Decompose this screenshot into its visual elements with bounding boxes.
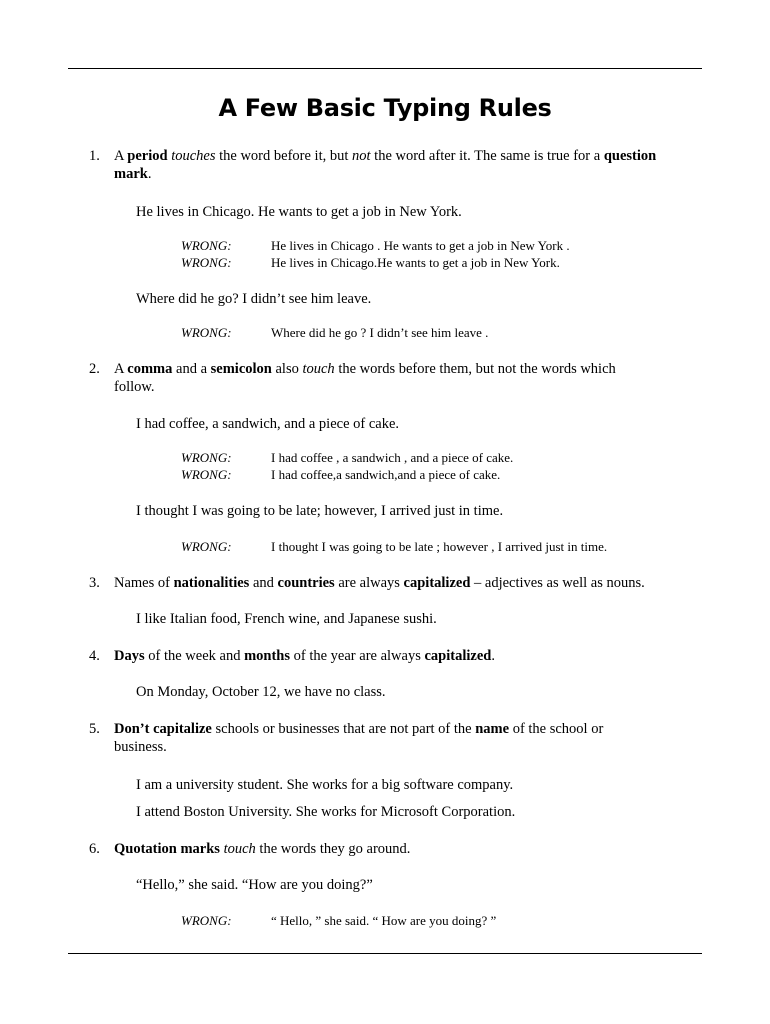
- rule-text: Don’t capitalize schools or businesses that are not part of the name of the school or business.: [114, 721, 604, 755]
- rule-number: 1.: [89, 148, 100, 164]
- rule-text: Names of nationalities and countries are always capitalized – adjectives as well as nouns.: [114, 575, 645, 591]
- rule-2: [89, 360, 649, 396]
- rule-number: 6.: [89, 841, 100, 857]
- correct-example: I had coffee, a sandwich, and a piece of cake.: [136, 416, 400, 432]
- wrong-example: WRONG: I had coffee,a sandwich,and a piece of cake.: [181, 467, 501, 482]
- rule-1: [89, 147, 689, 183]
- correct-example: On Monday, October 12, we have no class.: [136, 684, 386, 700]
- wrong-example: WRONG: I had coffee , a sandwich , and a piece of cake.: [181, 450, 514, 465]
- rule-number: 2.: [89, 361, 100, 377]
- rule-text: A period touches the word before it, but not the word after it. The same is true for a question mark.: [114, 148, 657, 182]
- rule-text: Days of the week and months of the year are always capitalized.: [114, 648, 495, 664]
- correct-example: I am a university student. She works for a big software company.: [136, 777, 514, 793]
- wrong-example: WRONG: I thought I was going to be late ; however , I arrived just in time.: [181, 539, 608, 554]
- wrong-example: WRONG: Where did he go ? I didn’t see him leave .: [181, 325, 489, 340]
- rule-number: 5.: [89, 721, 100, 737]
- rule-3: [89, 574, 689, 592]
- wrong-example: WRONG: He lives in Chicago . He wants to get a job in New York .: [181, 238, 570, 253]
- bottom-divider: [68, 953, 702, 954]
- rule-5: [89, 720, 649, 756]
- rule-number: 3.: [89, 575, 100, 591]
- rule-6: [89, 840, 689, 858]
- rule-text: Quotation marks touch the words they go around.: [114, 841, 411, 857]
- correct-example: “Hello,” she said. “How are you doing?”: [136, 877, 373, 893]
- top-divider: [68, 68, 702, 69]
- correct-example: I like Italian food, French wine, and Japanese sushi.: [136, 611, 437, 627]
- rule-number: 4.: [89, 648, 100, 664]
- wrong-example: WRONG: “ Hello, ” she said. “ How are you doing? ”: [181, 913, 497, 928]
- correct-example: Where did he go? I didn’t see him leave.: [136, 291, 372, 307]
- wrong-example: WRONG: He lives in Chicago.He wants to get a job in New York.: [181, 255, 560, 270]
- rule-4: [89, 647, 689, 665]
- correct-example: I attend Boston University. She works for Microsoft Corporation.: [136, 804, 516, 820]
- correct-example: He lives in Chicago. He wants to get a job in New York.: [136, 204, 462, 220]
- correct-example: I thought I was going to be late; however, I arrived just in time.: [136, 503, 504, 519]
- rule-text: A comma and a semicolon also touch the words before them, but not the words which follow.: [114, 361, 616, 395]
- page-title: A Few Basic Typing Rules: [218, 94, 552, 122]
